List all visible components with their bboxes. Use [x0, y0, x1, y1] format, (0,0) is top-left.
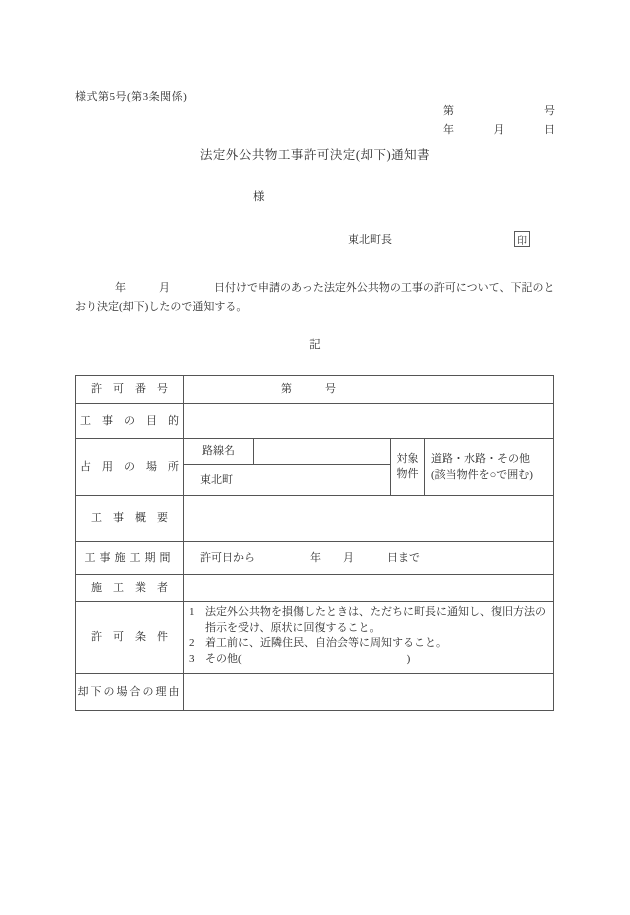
- addressee-suffix: 様: [253, 191, 265, 203]
- row-outline: [76, 496, 554, 542]
- object-type-label: [391, 439, 425, 496]
- conditions-label: 許 可 条 件: [76, 602, 184, 674]
- body-line-2: おり決定(却下)したので通知する。: [75, 300, 248, 313]
- body-paragraph: [75, 279, 557, 316]
- row-purpose: [76, 404, 554, 439]
- condition-item-1: [184, 605, 549, 636]
- doc-number-line: [443, 102, 555, 118]
- object-type-options: [425, 439, 554, 496]
- row-conditions: [76, 602, 554, 674]
- row-period: [76, 542, 554, 575]
- object-type-options-line2: (該当物件を○で囲む): [431, 469, 533, 481]
- body-line-1: 年 月 日付けで申請のあった法定外公共物の工事の許可について、下記のと: [115, 282, 555, 294]
- period-label: 工事施工期間: [76, 542, 184, 575]
- outline-value: [184, 496, 554, 542]
- purpose-value: [184, 404, 554, 439]
- route-name-value: [254, 439, 391, 465]
- date-day-label: 日: [544, 124, 555, 136]
- issuer-name: 東北町長: [348, 234, 392, 246]
- location-label: 占 用 の 場 所: [76, 439, 184, 496]
- condition-1-number: 1: [189, 606, 195, 618]
- row-rejection-reason: [76, 674, 554, 711]
- location-town-value: 東北町: [184, 465, 391, 496]
- condition-3-number: 3: [189, 652, 195, 665]
- condition-2-number: 2: [189, 637, 195, 650]
- date-year-label: 年: [443, 124, 454, 136]
- condition-1-text: 法定外公共物を損傷したときは、ただちに町長に通知し、復旧方法の指示を受け、原状に回復すること。: [205, 606, 546, 634]
- condition-2-text: 着工前に、近隣住民、自治会等に周知すること。: [205, 637, 447, 650]
- period-value: 許可日から 年 月 日まで: [184, 542, 554, 575]
- conditions-list: [184, 602, 554, 674]
- permit-number-value: 第 号: [184, 376, 554, 404]
- route-name-label: 路線名: [184, 439, 254, 465]
- form-number: 様式第5号(第3条関係): [75, 91, 188, 103]
- rejection-reason-label: 却下の場合の理由: [76, 674, 184, 711]
- object-type-label-line1: 対象: [396, 453, 419, 465]
- doc-number-suffix: 号: [544, 105, 555, 117]
- object-type-options-line1: 道路・水路・その他: [431, 453, 530, 465]
- permit-number-label: 許 可 番 号: [76, 376, 184, 404]
- condition-item-3: [184, 652, 549, 668]
- seal-mark: 印: [514, 231, 530, 247]
- row-contractor: [76, 575, 554, 602]
- document-title: 法定外公共物工事許可決定(却下)通知書: [199, 148, 431, 162]
- section-marker: 記: [309, 339, 321, 351]
- row-permit-number: [76, 376, 554, 404]
- object-type-label-line2: 物件: [396, 468, 419, 480]
- outline-label: 工 事 概 要: [76, 496, 184, 542]
- row-location-route: [76, 439, 554, 465]
- contractor-value: [184, 575, 554, 602]
- contractor-label: 施 工 業 者: [76, 575, 184, 602]
- doc-number-prefix: 第: [443, 105, 454, 117]
- notice-detail-table: [75, 375, 554, 711]
- condition-3-text: その他( ): [205, 652, 411, 665]
- doc-date-line: [443, 121, 555, 137]
- condition-item-2: [184, 636, 549, 652]
- rejection-reason-value: [184, 674, 554, 711]
- issuer-line: [348, 231, 530, 247]
- date-month-label: 月: [493, 124, 505, 136]
- purpose-label: 工 事 の 目 的: [76, 404, 184, 439]
